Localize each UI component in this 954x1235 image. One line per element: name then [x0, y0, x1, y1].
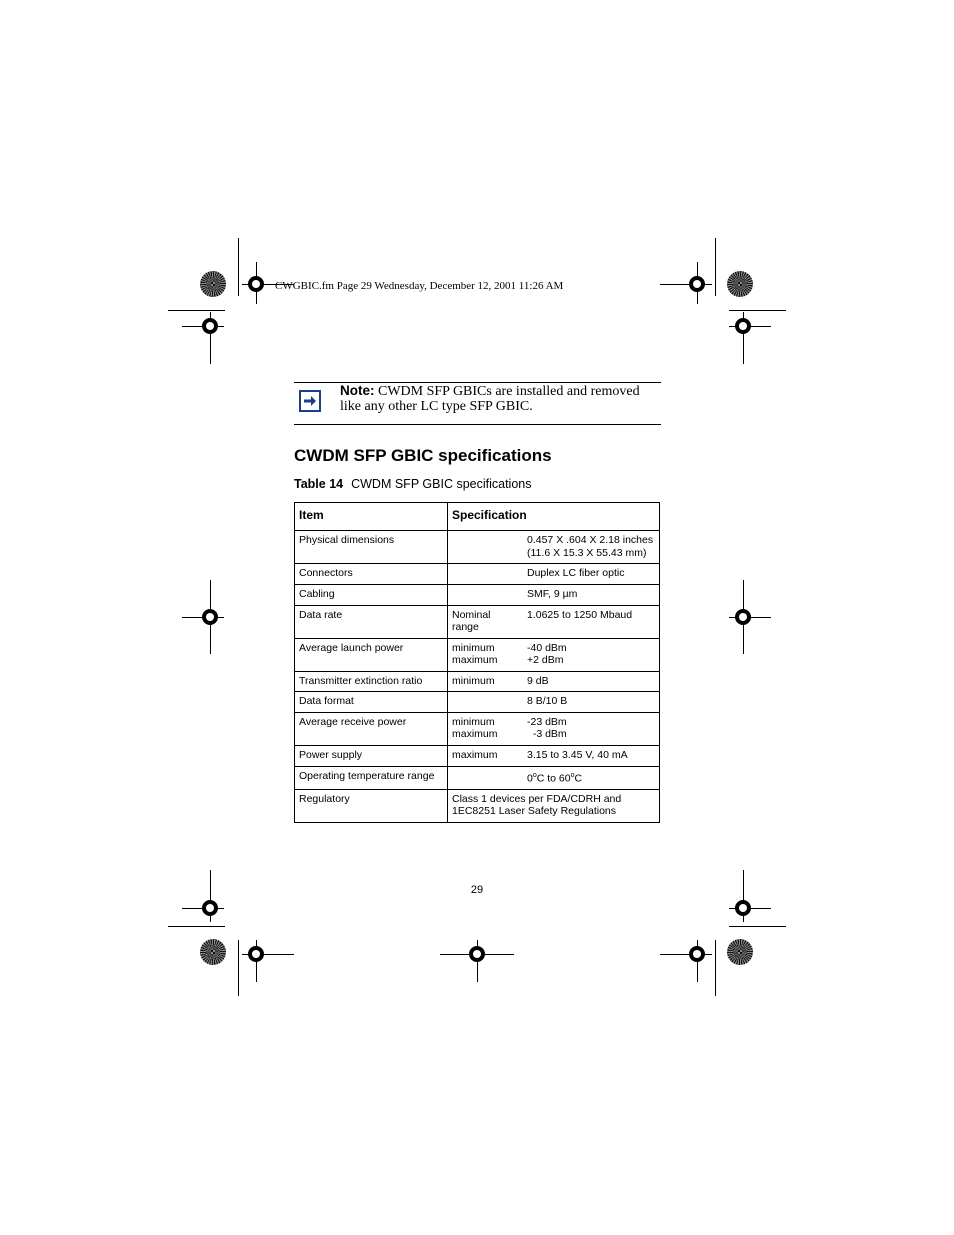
- row-spec: [448, 584, 660, 605]
- file-header: CWGBIC.fm Page 29 Wednesday, December 12, 2001 11:26 AM: [275, 280, 564, 292]
- spec-value: 0.457 X .604 X 2.18 inches: [527, 534, 654, 546]
- spec-value: Duplex LC fiber optic: [527, 567, 625, 579]
- row-item: Transmitter extinction ratio: [295, 671, 448, 692]
- spec-qualifier: minimum: [452, 674, 495, 687]
- spec-value: 1EC8251 Laser Safety Regulations: [452, 805, 617, 817]
- registration-target-icon: [735, 609, 751, 625]
- table-header-row: [295, 503, 660, 531]
- spec-qualifier: range: [452, 621, 479, 633]
- row-item: Data format: [295, 692, 448, 713]
- note-body: CWDM SFP GBICs are installed and removed like any other LC type SFP GBIC.: [340, 384, 640, 414]
- table-row: [295, 671, 660, 692]
- row-item: Physical dimensions: [295, 531, 448, 564]
- table-row: [295, 692, 660, 713]
- spec-qualifier: minimum: [452, 641, 495, 654]
- section-title: CWDM SFP GBIC specifications: [294, 446, 552, 465]
- row-spec: [448, 605, 660, 638]
- note-text: [340, 383, 660, 414]
- page-number: 29: [470, 884, 484, 896]
- row-item: Operating temperature range: [295, 766, 448, 789]
- spec-value: -3 dBm: [527, 728, 567, 740]
- spec-value: 1.0625 to 1250 Mbaud: [527, 608, 633, 621]
- spec-value: SMF, 9 µm: [527, 587, 578, 600]
- spec-qualifier: minimum: [452, 715, 495, 728]
- spec-value: 0$^o$C to 60$^o$C: [527, 771, 583, 784]
- table-row: [295, 789, 660, 822]
- row-spec: [448, 531, 660, 564]
- spec-table: [294, 502, 660, 823]
- table-row: [295, 766, 660, 789]
- table-row: [295, 745, 660, 766]
- row-spec: [448, 766, 660, 789]
- row-spec: [448, 638, 660, 671]
- row-item: Data rate: [295, 605, 448, 638]
- spec-value: 3.15 to 3.45 V, 40 mA: [527, 748, 628, 761]
- spec-value: Class 1 devices per FDA/CDRH and: [452, 792, 622, 805]
- row-item: Cabling: [295, 584, 448, 605]
- row-item: Connectors: [295, 564, 448, 585]
- row-spec: [448, 712, 660, 745]
- color-rosette-icon: [200, 271, 226, 297]
- registration-target-icon: [202, 900, 218, 916]
- spec-value: 9 dB: [527, 674, 549, 687]
- table-row: [295, 605, 660, 638]
- registration-target-icon: [735, 900, 751, 916]
- table-caption: [294, 477, 531, 491]
- column-header-specification: Specification: [448, 503, 660, 531]
- spec-value: -40 dBm: [527, 641, 567, 654]
- table-row: [295, 564, 660, 585]
- spec-qualifier: maximum: [452, 654, 498, 666]
- spec-qualifier: Nominal: [452, 608, 491, 621]
- registration-target-icon: [735, 318, 751, 334]
- registration-target-icon: [469, 946, 485, 962]
- spec-value: +2 dBm: [527, 654, 564, 666]
- registration-target-icon: [202, 609, 218, 625]
- spec-qualifier: maximum: [452, 748, 498, 761]
- registration-target-icon: [248, 276, 264, 292]
- registration-target-icon: [689, 276, 705, 292]
- registration-target-icon: [689, 946, 705, 962]
- color-rosette-icon: [200, 939, 226, 965]
- table-caption-title: CWDM SFP GBIC specifications: [351, 477, 532, 491]
- row-spec: [448, 564, 660, 585]
- note-label: Note:: [340, 383, 375, 398]
- table-row: [295, 584, 660, 605]
- table-row: [295, 712, 660, 745]
- table-number: Table 14: [294, 477, 344, 491]
- row-spec: [448, 789, 660, 822]
- color-rosette-icon: [727, 939, 753, 965]
- table-row: [295, 638, 660, 671]
- color-rosette-icon: [727, 271, 753, 297]
- row-spec: [448, 671, 660, 692]
- table-row: [295, 531, 660, 564]
- row-item: Average launch power: [295, 638, 448, 671]
- row-item: Power supply: [295, 745, 448, 766]
- row-item: Regulatory: [295, 789, 448, 822]
- arrow-right-icon: [299, 390, 321, 412]
- row-spec: [448, 692, 660, 713]
- spec-value: 8 B/10 B: [527, 695, 568, 707]
- row-spec: [448, 745, 660, 766]
- row-item: Average receive power: [295, 712, 448, 745]
- spec-value: -23 dBm: [527, 715, 567, 728]
- registration-target-icon: [248, 946, 264, 962]
- spec-qualifier: maximum: [452, 728, 498, 740]
- spec-value: (11.6 X 15.3 X 55.43 mm): [527, 546, 647, 559]
- column-header-item: Item: [295, 503, 448, 531]
- registration-target-icon: [202, 318, 218, 334]
